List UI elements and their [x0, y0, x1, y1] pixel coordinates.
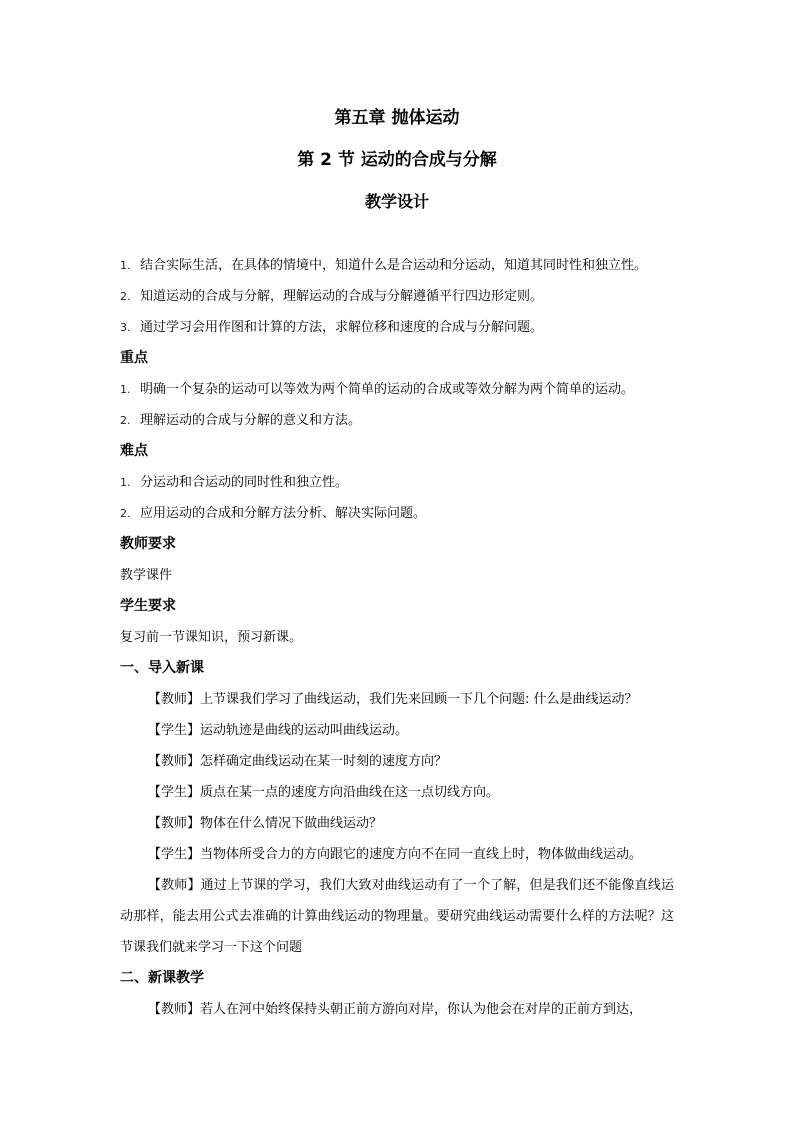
item-text: 通过学习会用作图和计算的方法，求解位移和速度的合成与分解问题。	[140, 320, 544, 335]
item-number: 2.	[120, 507, 131, 520]
part1-heading: 一、导入新课	[120, 660, 204, 676]
item-number: 2.	[120, 290, 131, 303]
list-item	[120, 250, 674, 281]
dialogue-paragraph: 【教师】通过上节课的学习，我们大致对曲线运动有了一个了解，但是我们还不能像直线运动那样，能去用公式去准确的计算曲线运动的物理量。要研究曲线运动需要什么样的方法呢？这节课我们就来学习一下这个问题	[120, 878, 674, 955]
dialogue-line: 【教师】若人在河中始终保持头朝正前方游向对岸，你认为他会在对岸的正前方到达，	[148, 1002, 643, 1017]
item-text: 分运动和合运动的同时性和独立性。	[140, 475, 349, 490]
list-item	[120, 405, 674, 436]
item-number: 1.	[120, 476, 131, 489]
item-text: 明确一个复杂的运动可以等效为两个简单的运动的合成或等效分解为两个简单的运动。	[140, 382, 635, 397]
list-item	[120, 498, 674, 529]
objectives-list	[120, 250, 674, 343]
teacher-requirements-heading: 教师要求	[120, 536, 176, 552]
key-points-heading: 重点	[120, 350, 148, 366]
dialogue-line: 【教师】怎样确定曲线运动在某一时刻的速度方向？	[148, 754, 448, 769]
difficulties-heading: 难点	[120, 443, 148, 459]
student-requirements-text: 复习前一节课知识，预习新课。	[120, 630, 303, 645]
dialogue-line: 【教师】物体在什么情况下做曲线运动？	[148, 816, 383, 831]
student-requirements-heading: 学生要求	[120, 598, 176, 614]
part2-heading: 二、新课教学	[120, 970, 204, 986]
list-item	[120, 467, 674, 498]
item-number: 2.	[120, 414, 131, 427]
item-number: 3.	[120, 321, 131, 334]
item-text: 结合实际生活，在具体的情境中，知道什么是合运动和分运动，知道其同时性和独立性。	[140, 258, 648, 273]
dialogue-line: 【学生】质点在某一点的速度方向沿曲线在这一点切线方向。	[148, 785, 500, 800]
item-number: 1.	[120, 383, 131, 396]
item-number: 1.	[120, 259, 131, 272]
item-text: 应用运动的合成和分解方法分析、解决实际问题。	[140, 506, 427, 521]
list-item	[120, 374, 674, 405]
teacher-requirements-text: 教学课件	[120, 568, 173, 583]
chapter-title: 第五章 抛体运动	[334, 108, 460, 128]
dialogue-line: 【学生】运动轨迹是曲线的运动叫曲线运动。	[148, 723, 409, 738]
document-subtitle: 教学设计	[364, 192, 429, 211]
dialogue-line: 【教师】上节课我们学习了曲线运动，我们先来回顾一下几个问题: 什么是曲线运动？	[148, 692, 638, 707]
list-item	[120, 281, 674, 312]
section-title: 第 2 节 运动的合成与分解	[297, 150, 497, 170]
item-text: 知道运动的合成与分解，理解运动的合成与分解遵循平行四边形定则。	[140, 289, 544, 304]
dialogue-line: 【学生】当物体所受合力的方向跟它的速度方向不在同一直线上时，物体做曲线运动。	[148, 847, 643, 862]
list-item	[120, 312, 674, 343]
title-block	[120, 104, 674, 216]
item-text: 理解运动的合成与分解的意义和方法。	[140, 413, 362, 428]
